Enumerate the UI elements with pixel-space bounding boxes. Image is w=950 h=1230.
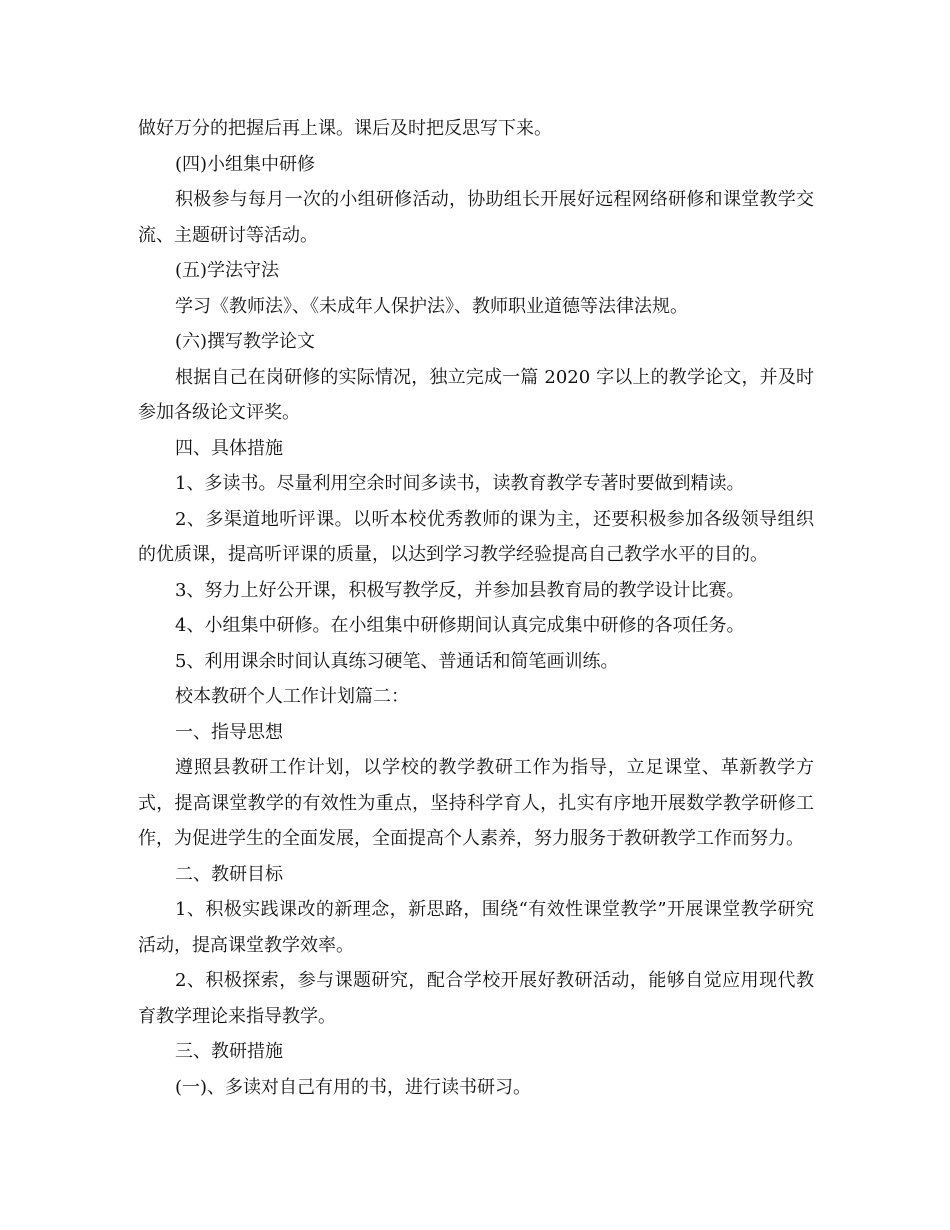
paragraph: 积极参与每月一次的小组研修活动，协助组长开展好远程网络研修和课堂教学交流、主题研讨等活动。	[138, 189, 814, 246]
document-body	[138, 111, 814, 1105]
list-item: 3、努力上好公开课，积极写教学反，并参加县教育局的教学设计比赛。	[175, 579, 745, 601]
paragraph: 做好万分的把握后再上课。课后及时把反思写下来。	[138, 118, 552, 139]
chapter-title: 校本教研个人工作计划篇二：	[175, 686, 409, 707]
paragraph: 根据自己在岗研修的实际情况，独立完成一篇 2020 字以上的教学论文，并及时参加各级论文评奖。	[138, 366, 814, 423]
list-item: 2、多渠道地听评课。以听本校优秀教师的课为主，还要积极参加各级领导组织的优质课，提高听评课的质量，以达到学习教学经验提高自己教学水平的目的。	[138, 508, 814, 565]
paragraph: 学习《教师法》、《未成年人保护法》、教师职业道德等法律法规。	[175, 295, 688, 317]
list-item: 1、积极实践课改的新理念，新思路，围绕“有效性课堂教学”开展课堂教学研究活动，提高课堂教学效率。	[138, 899, 814, 956]
section-heading: (五)学法守法	[175, 260, 280, 281]
paragraph: (一)、多读对自己有用的书，进行读书研习。	[175, 1076, 532, 1098]
list-item: 1、多读书。尽量利用空余时间多读书，读教育教学专著时要做到精读。	[175, 473, 745, 494]
section-heading: 四、具体措施	[175, 437, 283, 459]
section-heading: 二、教研目标	[175, 863, 283, 885]
list-item: 4、小组集中研修。在小组集中研修期间认真完成集中研修的各项任务。	[175, 615, 745, 636]
section-heading: 三、教研措施	[175, 1041, 283, 1062]
list-item: 5、利用课余时间认真练习硬笔、普通话和简笔画训练。	[175, 650, 619, 672]
section-heading: (六)撰写教学论文	[175, 331, 316, 352]
list-item: 2、积极探索，参与课题研究，配合学校开展好教研活动，能够自觉应用现代教育教学理论来指导教学。	[138, 970, 814, 1027]
section-heading: 一、指导思想	[175, 721, 283, 743]
section-heading: (四)小组集中研修	[175, 153, 316, 175]
paragraph: 遵照县教研工作计划，以学校的教学教研工作为指导，立足课堂、革新教学方式，提高课堂教学的有效性为重点，坚持科学育人，扎实有序地开展数学教学研修工作，为促进学生的全面发展，全面提高个人素养，努力服务于教研教学工作而努力。	[138, 757, 814, 849]
